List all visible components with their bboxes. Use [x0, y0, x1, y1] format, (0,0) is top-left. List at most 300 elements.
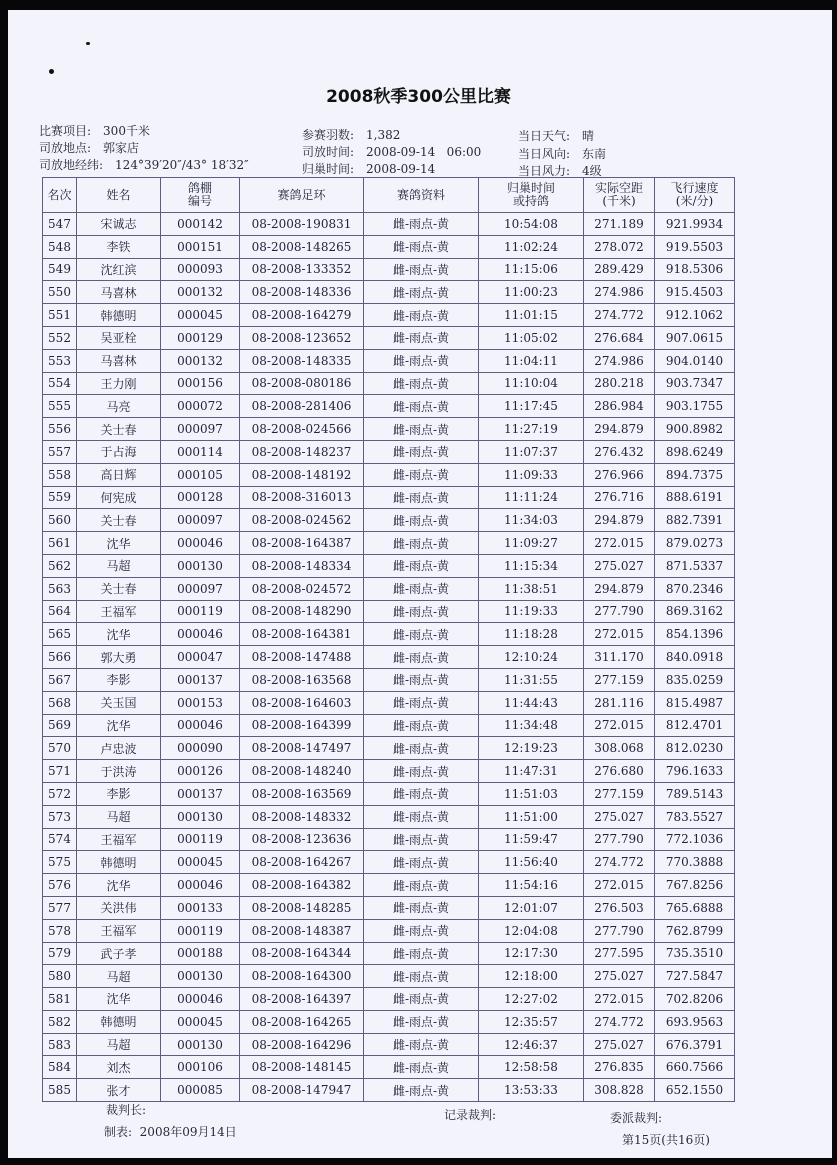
- table-cell: 08-2008-148336: [240, 281, 364, 304]
- table-cell: 274.772: [584, 304, 655, 327]
- info-value: 2008-09-14 06:00: [366, 145, 482, 159]
- table-cell: 吴亚栓: [77, 326, 161, 349]
- table-cell: 915.4503: [655, 281, 735, 304]
- table-cell: 王福军: [77, 919, 161, 942]
- table-cell: 08-2008-024562: [240, 509, 364, 532]
- table-cell: 660.7566: [655, 1056, 735, 1079]
- table-row: [43, 1033, 735, 1056]
- info-label: 当日风向:: [518, 147, 571, 161]
- table-cell: 894.7375: [655, 463, 735, 486]
- table-cell: 韩德明: [77, 304, 161, 327]
- table-cell: 雌-雨点-黄: [364, 988, 479, 1011]
- table-cell: 沈华: [77, 623, 161, 646]
- table-cell: 12:18:00: [479, 965, 584, 988]
- table-cell: 雌-雨点-黄: [364, 782, 479, 805]
- table-row: [43, 828, 735, 851]
- table-cell: 281.116: [584, 691, 655, 714]
- table-cell: 08-2008-080186: [240, 372, 364, 395]
- info-label: 当日风力:: [518, 164, 571, 178]
- table-cell: 276.716: [584, 486, 655, 509]
- table-cell: 12:17:30: [479, 942, 584, 965]
- table-cell: 274.772: [584, 1010, 655, 1033]
- table-cell: 11:59:47: [479, 828, 584, 851]
- table-cell: 雌-雨点-黄: [364, 235, 479, 258]
- table-cell: 韩德明: [77, 851, 161, 874]
- table-cell: 276.503: [584, 896, 655, 919]
- table-cell: 马超: [77, 1033, 161, 1056]
- table-cell: 765.6888: [655, 896, 735, 919]
- table-cell: 921.9934: [655, 213, 735, 236]
- table-cell: 572: [43, 782, 77, 805]
- table-cell: 08-2008-123636: [240, 828, 364, 851]
- header-cell: 归巢时间 或持鸽: [479, 178, 584, 213]
- table-cell: 571: [43, 760, 77, 783]
- table-cell: 000132: [161, 281, 240, 304]
- table-cell: 276.684: [584, 326, 655, 349]
- table-cell: 雌-雨点-黄: [364, 851, 479, 874]
- table-cell: 高日辉: [77, 463, 161, 486]
- table-row: [43, 304, 735, 327]
- header-cell: 飞行速度 (米/分): [655, 178, 735, 213]
- table-cell: 08-2008-148332: [240, 805, 364, 828]
- table-row: [43, 532, 735, 555]
- table-row: [43, 577, 735, 600]
- table-cell: 676.3791: [655, 1033, 735, 1056]
- footer-page-number: 第15页(共16页): [622, 1133, 710, 1147]
- table-cell: 08-2008-164344: [240, 942, 364, 965]
- table-cell: 000114: [161, 440, 240, 463]
- table-cell: 000046: [161, 714, 240, 737]
- info-value: 1,382: [366, 128, 401, 142]
- table-cell: 雌-雨点-黄: [364, 896, 479, 919]
- table-cell: 08-2008-123652: [240, 326, 364, 349]
- table-cell: 马超: [77, 805, 161, 828]
- table-row: [43, 1010, 735, 1033]
- table-row: [43, 691, 735, 714]
- table-cell: 雌-雨点-黄: [364, 623, 479, 646]
- table-row: [43, 760, 735, 783]
- table-cell: 570: [43, 737, 77, 760]
- table-cell: 276.680: [584, 760, 655, 783]
- info-value: 2008-09-14: [366, 162, 436, 176]
- table-cell: 000142: [161, 213, 240, 236]
- table-cell: 雌-雨点-黄: [364, 965, 479, 988]
- table-cell: 08-2008-163568: [240, 668, 364, 691]
- table-row: [43, 714, 735, 737]
- table-row: [43, 418, 735, 441]
- table-cell: 903.7347: [655, 372, 735, 395]
- table-cell: 雌-雨点-黄: [364, 258, 479, 281]
- table-row: [43, 646, 735, 669]
- table-row: [43, 281, 735, 304]
- header-cell: 赛鸽足环: [240, 178, 364, 213]
- table-cell: 000072: [161, 395, 240, 418]
- table-cell: 280.218: [584, 372, 655, 395]
- table-cell: 835.0259: [655, 668, 735, 691]
- table-cell: 871.5337: [655, 554, 735, 577]
- info-return-time: [302, 160, 435, 177]
- table-cell: 275.027: [584, 965, 655, 988]
- table-cell: 000156: [161, 372, 240, 395]
- table-cell: 于洪涛: [77, 760, 161, 783]
- table-cell: 08-2008-164382: [240, 874, 364, 897]
- info-location: [39, 139, 139, 156]
- info-value: 郭家店: [103, 141, 140, 155]
- table-cell: 274.772: [584, 851, 655, 874]
- table-cell: 000130: [161, 965, 240, 988]
- table-cell: 雌-雨点-黄: [364, 304, 479, 327]
- table-cell: 11:34:03: [479, 509, 584, 532]
- table-cell: 关士春: [77, 418, 161, 441]
- table-row: [43, 805, 735, 828]
- table-cell: 08-2008-133352: [240, 258, 364, 281]
- table-cell: 000046: [161, 623, 240, 646]
- table-cell: 张才: [77, 1079, 161, 1102]
- table-cell: 08-2008-024572: [240, 577, 364, 600]
- table-row: [43, 326, 735, 349]
- table-cell: 000106: [161, 1056, 240, 1079]
- table-cell: 559: [43, 486, 77, 509]
- table-cell: 000046: [161, 874, 240, 897]
- table-row: [43, 554, 735, 577]
- table-cell: 沈华: [77, 532, 161, 555]
- table-cell: 272.015: [584, 532, 655, 555]
- table-cell: 276.835: [584, 1056, 655, 1079]
- table-cell: 580: [43, 965, 77, 988]
- table-cell: 272.015: [584, 623, 655, 646]
- table-cell: 11:47:31: [479, 760, 584, 783]
- table-cell: 雌-雨点-黄: [364, 714, 479, 737]
- table-cell: 08-2008-190831: [240, 213, 364, 236]
- table-cell: 沈华: [77, 988, 161, 1011]
- table-cell: 000045: [161, 1010, 240, 1033]
- table-cell: 12:04:08: [479, 919, 584, 942]
- table-cell: 882.7391: [655, 509, 735, 532]
- table-cell: 277.159: [584, 782, 655, 805]
- table-cell: 000097: [161, 418, 240, 441]
- table-cell: 王力刚: [77, 372, 161, 395]
- table-cell: 278.072: [584, 235, 655, 258]
- table-cell: 000045: [161, 304, 240, 327]
- table-cell: 宋诚志: [77, 213, 161, 236]
- table-cell: 000151: [161, 235, 240, 258]
- table-cell: 275.027: [584, 1033, 655, 1056]
- table-cell: 870.2346: [655, 577, 735, 600]
- table-cell: 关玉国: [77, 691, 161, 714]
- table-cell: 000126: [161, 760, 240, 783]
- table-cell: 雌-雨点-黄: [364, 486, 479, 509]
- table-cell: 马超: [77, 965, 161, 988]
- table-row: [43, 1079, 735, 1102]
- table-cell: 08-2008-148145: [240, 1056, 364, 1079]
- table-cell: 000119: [161, 919, 240, 942]
- table-cell: 雌-雨点-黄: [364, 828, 479, 851]
- table-cell: 693.9563: [655, 1010, 735, 1033]
- table-row: [43, 988, 735, 1011]
- table-cell: 雌-雨点-黄: [364, 737, 479, 760]
- table-cell: 08-2008-164265: [240, 1010, 364, 1033]
- table-cell: 何宪成: [77, 486, 161, 509]
- table-cell: 08-2008-164387: [240, 532, 364, 555]
- table-row: [43, 1056, 735, 1079]
- table-cell: 000133: [161, 896, 240, 919]
- table-cell: 12:01:07: [479, 896, 584, 919]
- table-cell: 272.015: [584, 714, 655, 737]
- table-cell: 雌-雨点-黄: [364, 600, 479, 623]
- table-cell: 548: [43, 235, 77, 258]
- table-cell: 雌-雨点-黄: [364, 577, 479, 600]
- document-title: 2008秋季300公里比赛: [326, 87, 511, 107]
- table-cell: 000119: [161, 828, 240, 851]
- table-cell: 000137: [161, 782, 240, 805]
- table-cell: 573: [43, 805, 77, 828]
- table-cell: 11:10:04: [479, 372, 584, 395]
- table-cell: 000046: [161, 532, 240, 555]
- table-cell: 王福军: [77, 600, 161, 623]
- info-label: 司放地点:: [39, 141, 92, 155]
- info-project: [39, 122, 150, 139]
- table-cell: 雌-雨点-黄: [364, 919, 479, 942]
- table-cell: 08-2008-164603: [240, 691, 364, 714]
- table-cell: 雌-雨点-黄: [364, 440, 479, 463]
- table-cell: 08-2008-148387: [240, 919, 364, 942]
- table-cell: 雌-雨点-黄: [364, 874, 479, 897]
- table-cell: 558: [43, 463, 77, 486]
- table-cell: 286.984: [584, 395, 655, 418]
- table-cell: 919.5503: [655, 235, 735, 258]
- table-cell: 12:27:02: [479, 988, 584, 1011]
- table-cell: 000130: [161, 554, 240, 577]
- table-cell: 李影: [77, 782, 161, 805]
- table-cell: 575: [43, 851, 77, 874]
- table-cell: 雌-雨点-黄: [364, 646, 479, 669]
- table-cell: 557: [43, 440, 77, 463]
- table-row: [43, 258, 735, 281]
- table-cell: 雌-雨点-黄: [364, 395, 479, 418]
- header-cell: 名次: [43, 178, 77, 213]
- table-cell: 553: [43, 349, 77, 372]
- table-cell: 565: [43, 623, 77, 646]
- table-cell: 刘杰: [77, 1056, 161, 1079]
- table-cell: 702.8206: [655, 988, 735, 1011]
- table-cell: 11:18:28: [479, 623, 584, 646]
- info-label: 司放时间:: [302, 145, 355, 159]
- table-cell: 735.3510: [655, 942, 735, 965]
- info-label: 司放地经纬:: [39, 158, 104, 172]
- table-cell: 武子孝: [77, 942, 161, 965]
- scan-speck: [49, 69, 54, 74]
- info-value: 124°39′20″/43° 18′32″: [115, 158, 249, 172]
- table-cell: 08-2008-148335: [240, 349, 364, 372]
- table-cell: 11:56:40: [479, 851, 584, 874]
- table-cell: 雌-雨点-黄: [364, 418, 479, 441]
- table-row: [43, 509, 735, 532]
- table-row: [43, 349, 735, 372]
- table-cell: 652.1550: [655, 1079, 735, 1102]
- info-value: 晴: [582, 129, 595, 143]
- table-cell: 577: [43, 896, 77, 919]
- table-cell: 11:09:27: [479, 532, 584, 555]
- table-cell: 898.6249: [655, 440, 735, 463]
- info-coords: [39, 156, 249, 173]
- table-cell: 276.966: [584, 463, 655, 486]
- table-cell: 11:07:37: [479, 440, 584, 463]
- table-cell: 276.432: [584, 440, 655, 463]
- table-cell: 772.1036: [655, 828, 735, 851]
- table-cell: 274.986: [584, 349, 655, 372]
- table-cell: 08-2008-163569: [240, 782, 364, 805]
- table-cell: 08-2008-164399: [240, 714, 364, 737]
- table-cell: 郭大勇: [77, 646, 161, 669]
- table-cell: 08-2008-164296: [240, 1033, 364, 1056]
- table-cell: 雌-雨点-黄: [364, 1079, 479, 1102]
- table-cell: 08-2008-147497: [240, 737, 364, 760]
- table-cell: 11:17:45: [479, 395, 584, 418]
- table-cell: 289.429: [584, 258, 655, 281]
- table-cell: 789.5143: [655, 782, 735, 805]
- table-cell: 12:46:37: [479, 1033, 584, 1056]
- table-cell: 000046: [161, 988, 240, 1011]
- table-row: [43, 440, 735, 463]
- table-cell: 11:19:33: [479, 600, 584, 623]
- info-value: 4级: [582, 164, 602, 178]
- table-cell: 12:10:24: [479, 646, 584, 669]
- table-cell: 08-2008-164397: [240, 988, 364, 1011]
- info-wind-direction: [518, 145, 606, 162]
- table-cell: 雌-雨点-黄: [364, 668, 479, 691]
- info-label: 参赛羽数:: [302, 128, 355, 142]
- table-cell: 12:58:58: [479, 1056, 584, 1079]
- table-cell: 雌-雨点-黄: [364, 326, 479, 349]
- table-cell: 11:44:43: [479, 691, 584, 714]
- footer-record-referee: 记录裁判:: [444, 1108, 497, 1122]
- table-row: [43, 235, 735, 258]
- table-cell: 08-2008-164300: [240, 965, 364, 988]
- table-cell: 沈红滨: [77, 258, 161, 281]
- table-cell: 000130: [161, 1033, 240, 1056]
- table-cell: 812.0230: [655, 737, 735, 760]
- table-cell: 272.015: [584, 874, 655, 897]
- table-cell: 10:54:08: [479, 213, 584, 236]
- table-cell: 08-2008-281406: [240, 395, 364, 418]
- table-cell: 000105: [161, 463, 240, 486]
- table-cell: 000153: [161, 691, 240, 714]
- table-cell: 08-2008-164381: [240, 623, 364, 646]
- table-cell: 11:51:00: [479, 805, 584, 828]
- table-row: [43, 965, 735, 988]
- table-cell: 11:00:23: [479, 281, 584, 304]
- table-cell: 11:15:06: [479, 258, 584, 281]
- header-cell: 姓名: [77, 178, 161, 213]
- table-cell: 12:19:23: [479, 737, 584, 760]
- table-cell: 雌-雨点-黄: [364, 760, 479, 783]
- table-cell: 08-2008-148240: [240, 760, 364, 783]
- table-cell: 08-2008-148290: [240, 600, 364, 623]
- table-cell: 308.068: [584, 737, 655, 760]
- table-cell: 08-2008-148237: [240, 440, 364, 463]
- info-value: 东南: [582, 147, 607, 161]
- table-cell: 272.015: [584, 988, 655, 1011]
- table-cell: 294.879: [584, 418, 655, 441]
- table-cell: 000097: [161, 577, 240, 600]
- table-cell: 关士春: [77, 509, 161, 532]
- table-cell: 562: [43, 554, 77, 577]
- table-cell: 000097: [161, 509, 240, 532]
- table-cell: 卢忠波: [77, 737, 161, 760]
- table-cell: 马喜林: [77, 349, 161, 372]
- table-cell: 11:38:51: [479, 577, 584, 600]
- table-cell: 277.790: [584, 828, 655, 851]
- table-row: [43, 372, 735, 395]
- table-row: [43, 942, 735, 965]
- table-row: [43, 463, 735, 486]
- table-cell: 08-2008-148192: [240, 463, 364, 486]
- table-cell: 567: [43, 668, 77, 691]
- table-cell: 000137: [161, 668, 240, 691]
- table-cell: 13:53:33: [479, 1079, 584, 1102]
- table-cell: 869.3162: [655, 600, 735, 623]
- table-cell: 554: [43, 372, 77, 395]
- table-cell: 雌-雨点-黄: [364, 213, 479, 236]
- table-cell: 854.1396: [655, 623, 735, 646]
- table-cell: 274.986: [584, 281, 655, 304]
- table-cell: 000093: [161, 258, 240, 281]
- info-value: 300千米: [103, 124, 150, 138]
- table-row: [43, 600, 735, 623]
- table-cell: 雌-雨点-黄: [364, 281, 479, 304]
- table-cell: 000090: [161, 737, 240, 760]
- table-cell: 11:31:55: [479, 668, 584, 691]
- table-cell: 879.0273: [655, 532, 735, 555]
- table-cell: 雌-雨点-黄: [364, 463, 479, 486]
- table-cell: 马喜林: [77, 281, 161, 304]
- table-cell: 11:15:34: [479, 554, 584, 577]
- table-cell: 271.189: [584, 213, 655, 236]
- table-cell: 000045: [161, 851, 240, 874]
- table-cell: 308.828: [584, 1079, 655, 1102]
- table-cell: 11:04:11: [479, 349, 584, 372]
- table-cell: 雌-雨点-黄: [364, 942, 479, 965]
- table-row: [43, 395, 735, 418]
- table-cell: 582: [43, 1010, 77, 1033]
- table-cell: 555: [43, 395, 77, 418]
- table-cell: 561: [43, 532, 77, 555]
- table-cell: 000132: [161, 349, 240, 372]
- footer-delegate-referee: 委派裁判:: [610, 1111, 663, 1125]
- table-cell: 550: [43, 281, 77, 304]
- table-cell: 727.5847: [655, 965, 735, 988]
- table-cell: 王福军: [77, 828, 161, 851]
- table-cell: 雌-雨点-黄: [364, 805, 479, 828]
- table-cell: 关士春: [77, 577, 161, 600]
- table-cell: 11:01:15: [479, 304, 584, 327]
- table-row: [43, 874, 735, 897]
- table-cell: 韩德明: [77, 1010, 161, 1033]
- table-cell: 583: [43, 1033, 77, 1056]
- table-cell: 770.3888: [655, 851, 735, 874]
- table-cell: 918.5306: [655, 258, 735, 281]
- table-cell: 11:11:24: [479, 486, 584, 509]
- table-cell: 569: [43, 714, 77, 737]
- table-cell: 11:09:33: [479, 463, 584, 486]
- footer-referee: 裁判长:: [106, 1103, 147, 1117]
- table-cell: 796.1633: [655, 760, 735, 783]
- table-cell: 000130: [161, 805, 240, 828]
- table-body: [43, 213, 735, 1102]
- results-table: [42, 177, 735, 1102]
- table-cell: 277.159: [584, 668, 655, 691]
- table-row: [43, 737, 735, 760]
